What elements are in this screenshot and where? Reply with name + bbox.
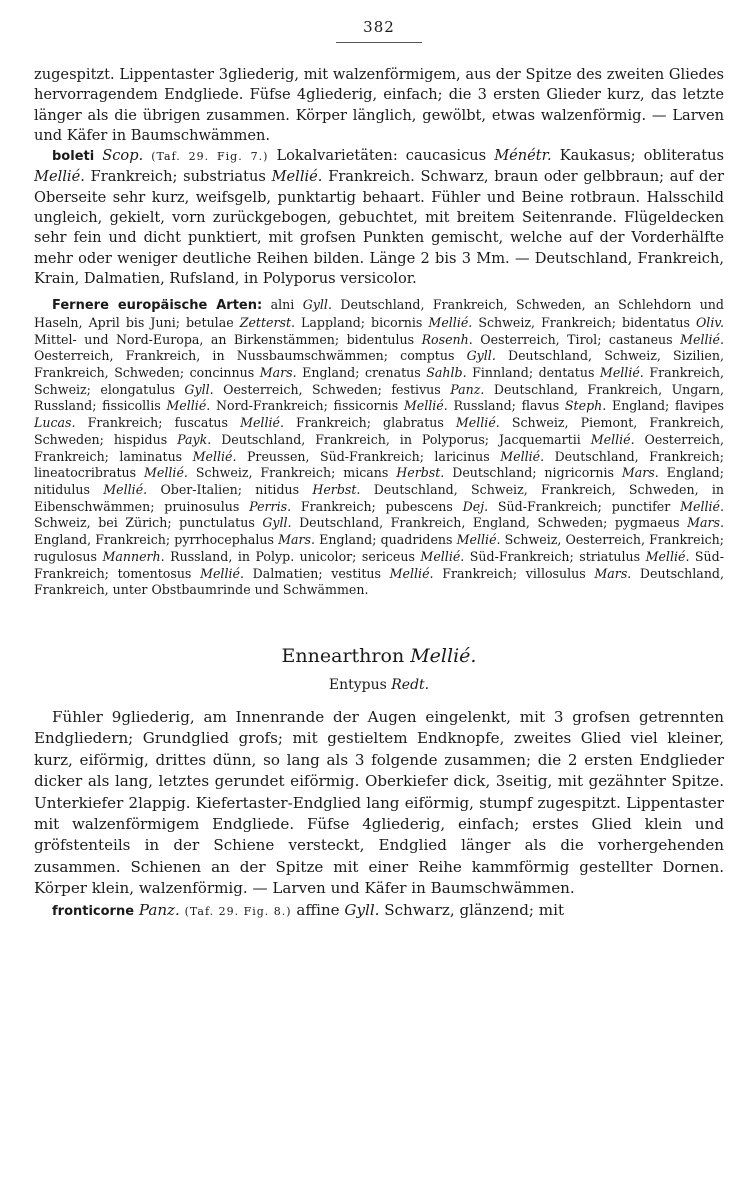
- species-name: boleti: [52, 149, 95, 165]
- header-rule: [336, 42, 422, 43]
- species-boleti-paragraph: boleti Scop. (Taf. 29. Fig. 7.) Lokalvarietäten: caucasicus Ménétr. Kaukasus; obliteratus Mellié. Frankreich; substriatus Mellié. Frankreich. Schwarz, braun oder gelbbraun; auf der Oberseite sehr kurz, weifsgelb, punktartig behaart. Fühler und Beine rotbraun. Halsschild ungleich, gekielt, vorn zurückgebogen, gebuchtet, mit breitem Seitenrande. Flügeldecken sehr fein und dicht punktiert, mit grofsen Punkten gemischt, welche auf der Vorderhälfte mehr oder weniger deutliche Reihen bilden. Länge 2 bis 3 Mm. — Deutschland, Frankreich, Krain, Dalmatien, Rufsland, in Polyporus versicolor.: [34, 147, 724, 287]
- section-heading: Fernere europäische Arten:: [52, 298, 263, 314]
- species-fronticorne-paragraph: fronticorne Panz. (Taf. 29. Fig. 8.) affine Gyll. Schwarz, glänzend; mit: [52, 900, 565, 919]
- species-author: Panz.: [138, 900, 180, 919]
- genus-description: Fühler 9gliederig, am Innenrande der Augen eingelenkt, mit 3 grofsen getrennten Endgliedern; Grundglied grofs; mit gestieltem Endknopfe, zweites Glied viel kleiner, kurz, eiförmig, drittes dünn, so lang als 3 folgende zusammen; die 2 ersten Endglieder dicker als lang, letztes gerundet eiförmig. Oberkiefer dick, 3seitig, mit gezähnter Spitze. Unterkiefer 2lappig. Kiefertaster-Endglied lang eiförmig, stumpf zugespitzt. Lippentaster mit walzenförmigem Endgliede. Füfse 4gliederig, einfach; erstes Glied klein und gröfstenteils in der Schiene versteckt, Endglied länger als die vorhergehenden zusammen. Schienen an der Spitze mit einer Reihe kammförmig gestellter Dornen. Körper klein, walzenförmig. — Larven und Käfer in Baumschwämmen.: [34, 707, 724, 898]
- page-number: 382: [363, 18, 395, 36]
- document-page: [34, 12, 724, 922]
- genus-heading: Ennearthron Mellié.: [281, 644, 477, 667]
- species-name: fronticorne: [52, 903, 135, 919]
- intro-paragraph: zugespitzt. Lippentaster 3gliederig, mit walzenförmigem, aus der Spitze des zweiten Gliedes hervorragendem Endgliede. Füfse 4gliederig, einfach; die 3 ersten Glieder kurz, das letzte länger als die übrigen zusammen. Körper länglich, gewölbt, etwas walzenförmig. — Larven und Käfer in Baumschwämmen.: [34, 66, 724, 144]
- genus-synonym: Entypus Redt.: [328, 676, 430, 693]
- species-author: Scop.: [102, 147, 144, 165]
- figure-reference: (Taf. 29. Fig. 8.): [184, 904, 292, 918]
- figure-reference: (Taf. 29. Fig. 7.): [151, 150, 269, 164]
- other-species-paragraph: Fernere europäische Arten: alni Gyll. Deutschland, Frankreich, Schweden, an Schlehdorn und Haseln, April bis Juni; betulae Zetterst. Lappland; bicornis Mellié. Schweiz, Frankreich; bidentatus Oliv. Mittel- und Nord-Europa, an Birkenstämmen; bidentulus Rosenh. Oesterreich, Tirol; castaneus Mellié. Oesterreich, Frankreich, in Nussbaumschwämmen; comptus Gyll. Deutschland, Schweiz, Sizilien, Frankreich, Schweden; concinnus Mars. England; crenatus Sahlb. Finnland; dentatus Mellié. Frankreich, Schweiz; elongatulus Gyll. Oesterreich, Schweden; festivus Panz. Deutschland, Frankreich, Ungarn, Russland; fissicollis Mellié. Nord-Frankreich; fissicornis Mellié. Russland; flavus Steph. England; flavipes Lucas. Frankreich; fuscatus Mellié. Frankreich; glabratus Mellié. Schweiz, Piemont, Frankreich, Schweden; hispidus Payk. Deutschland, Frankreich, in Polyporus; Jacquemartii Mellié. Oesterreich, Frankreich; laminatus Mellié. Preussen, Süd-Frankreich; laricinus Mellié. Deutschland, Frankreich; lineatocribratus Mellié. Schweiz, Frankreich; micans Herbst. Deutschland; nigricornis Mars. England; nitidulus Mellié. Ober-Italien; nitidus Herbst. Deutschland, Schweiz, Frankreich, Schweden, in Eibenschwämmen; pruinosulus Perris. Frankreich; pubescens Dej. Süd-Frankreich; punctifer Mellié. Schweiz, bei Zürich; punctulatus Gyll. Deutschland, Frankreich, England, Schweden; pygmaeus Mars. England, Frankreich; pyrrhocephalus Mars. England; quadridens Mellié. Schweiz, Oesterreich, Frankreich; rugulosus Mannerh. Russland, in Polyp. unicolor; sericeus Mellié. Süd-Frankreich; striatulus Mellié. Süd-Frankreich; tomentosus Mellié. Dalmatien; vestitus Mellié. Frankreich; villosulus Mars. Deutschland, Frankreich, unter Obstbaumrinde und Schwämmen.: [34, 297, 725, 598]
